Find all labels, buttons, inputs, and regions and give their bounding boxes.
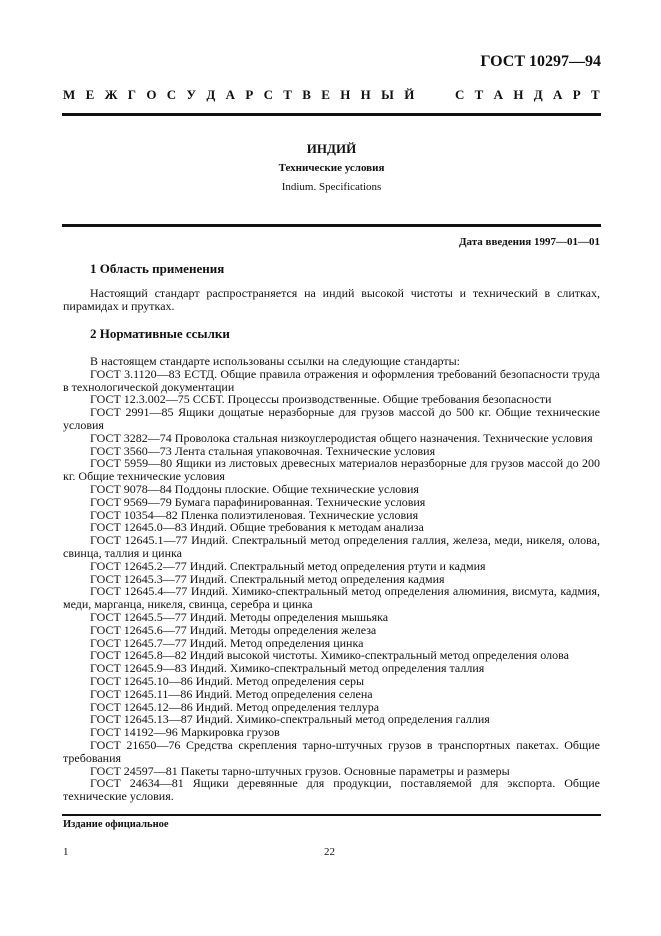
banner-letter: Ж: [104, 87, 118, 102]
reference-item: ГОСТ 9569—79 Бумага парафинированная. Технические условия: [90, 494, 426, 509]
banner-letter: А: [493, 87, 504, 102]
reference-item: ГОСТ 12645.2—77 Индий. Спектральный метод определения ртути и кадмия: [90, 558, 486, 573]
banner-letter: В: [302, 87, 311, 102]
page-number-left: 1: [63, 846, 69, 858]
banner-letter: Т: [283, 87, 292, 102]
banner-letter: Ы: [381, 87, 394, 102]
reference-item: ГОСТ 2991—85 Ящики дощатые неразборные для грузов массой до 500 кг. Общие технические условия: [63, 405, 600, 432]
banner-letter: Е: [85, 87, 95, 102]
reference-item: ГОСТ 12645.8—82 Индий высокой чистоты. Химико-спектральный метод определения олова: [90, 648, 569, 663]
reference-item: ГОСТ 3560—73 Лента стальная упаковочная. Технические условия: [90, 443, 436, 458]
section-1-text: [63, 287, 600, 313]
reference-item: ГОСТ 12645.7—77 Индий. Метод определения цинка: [90, 635, 364, 650]
banner-letter: А: [553, 87, 563, 102]
banner-letter: Д: [533, 87, 543, 102]
document-code: ГОСТ 10297—94: [480, 53, 601, 70]
references-intro: В настоящем стандарте использованы ссылки на следующие стандарты:: [90, 354, 461, 368]
interstate-standard-banner: [63, 87, 600, 103]
banner-letter: Т: [591, 87, 600, 102]
banner-letter: Е: [321, 87, 330, 102]
banner-letter: Р: [245, 87, 254, 102]
reference-item: ГОСТ 21650—76 Средства скрепления тарно-штучных грузов в транспортных пакетах. Общие требования: [63, 737, 600, 765]
banner-letter: С: [166, 87, 177, 102]
banner-letter: Р: [572, 87, 581, 102]
reference-item: ГОСТ 3.1120—83 ЕСТД. Общие правила отражения и оформления требований безопасности труда в технологической документации: [63, 366, 600, 394]
banner-letter: М: [63, 87, 76, 102]
title-rule: [62, 224, 601, 227]
banner-letter: Г: [127, 87, 137, 102]
banner-letter: С: [263, 87, 273, 102]
section-1-heading: 1 Область применения: [90, 261, 225, 276]
banner-letter: О: [146, 87, 157, 102]
page-number-center: 22: [324, 846, 335, 858]
reference-item: ГОСТ 12645.13—87 Индий. Химико-спектральный метод определения галлия: [90, 712, 490, 727]
banner-letter: Н: [360, 87, 371, 102]
reference-item: ГОСТ 14192—96 Маркировка грузов: [90, 725, 280, 740]
reference-item: ГОСТ 24597—81 Пакеты тарно-штучных грузов. Основные параметры и размеры: [90, 763, 510, 778]
reference-item: ГОСТ 12645.3—77 Индий. Спектральный метод определения кадмия: [90, 571, 445, 586]
effective-date: Дата введения 1997—01—01: [458, 236, 600, 248]
header-rule: [62, 113, 601, 116]
document-title: ИНДИЙ: [306, 141, 357, 156]
reference-item: ГОСТ 10354—82 Пленка полиэтиленовая. Технические условия: [90, 507, 419, 522]
banner-letter: А: [225, 87, 235, 102]
reference-item: ГОСТ 9078—84 Поддоны плоские. Общие технические условия: [90, 481, 419, 496]
reference-item: ГОСТ 5959—80 Ящики из листовых древесных материалов неразборные для грузов массой до 200 кг. Общие технические условия: [63, 456, 600, 484]
reference-item: ГОСТ 12645.0—83 Индий. Общие требования к методам анализа: [90, 520, 424, 535]
document-subtitle: Технические условия: [278, 162, 385, 174]
reference-item: ГОСТ 3282—74 Проволока стальная низкоуглеродистая общего назначения. Технические условия: [90, 430, 593, 445]
reference-item: ГОСТ 12645.9—83 Индий. Химико-спектральный метод определения таллия: [90, 661, 485, 676]
scope-paragraph: Настоящий стандарт распространяется на индий высокой чистоты и технический в слитках, пирамидах и прутках.: [63, 286, 600, 313]
reference-item: ГОСТ 24634—81 Ящики деревянные для продукции, поставляемой для экспорта. Общие технические условия.: [63, 776, 600, 804]
banner-letter: Н: [340, 87, 351, 102]
banner-letter: Т: [474, 87, 484, 102]
reference-item: ГОСТ 12645.10—86 Индий. Метод определения серы: [90, 673, 365, 688]
footer-rule: [62, 814, 601, 816]
official-edition-label: Издание официальное: [63, 819, 169, 830]
references-list: [63, 355, 600, 803]
reference-item: ГОСТ 12645.12—86 Индий. Метод определения теллура: [90, 699, 380, 714]
banner-letter: Д: [206, 87, 216, 102]
section-2-heading: 2 Нормативные ссылки: [90, 326, 230, 341]
english-title: Indium. Specifications: [281, 181, 382, 193]
reference-item: ГОСТ 12645.11—86 Индий. Метод определения селена: [90, 686, 373, 701]
banner-letter: Н: [513, 87, 524, 102]
reference-item: ГОСТ 12645.4—77 Индий. Химико-спектральный метод определения алюминия, висмута, кадмия, меди, марганца, никеля, свинца, серебра и цинка: [63, 584, 600, 612]
banner-letter: У: [186, 87, 197, 102]
banner-letter: Й: [404, 87, 415, 102]
reference-item: ГОСТ 12645.6—77 Индий. Методы определения железа: [90, 622, 377, 637]
reference-item: ГОСТ 12.3.002—75 ССБТ. Процессы производственные. Общие требования безопасности: [90, 392, 552, 407]
reference-item: ГОСТ 12645.5—77 Индий. Методы определения мышьяка: [90, 609, 389, 624]
reference-item: ГОСТ 12645.1—77 Индий. Спектральный метод определения галлия, железа, меди, никеля, олова, свинца, таллия и цинка: [63, 533, 600, 560]
banner-gap: [425, 87, 445, 103]
banner-letter: С: [454, 87, 465, 102]
